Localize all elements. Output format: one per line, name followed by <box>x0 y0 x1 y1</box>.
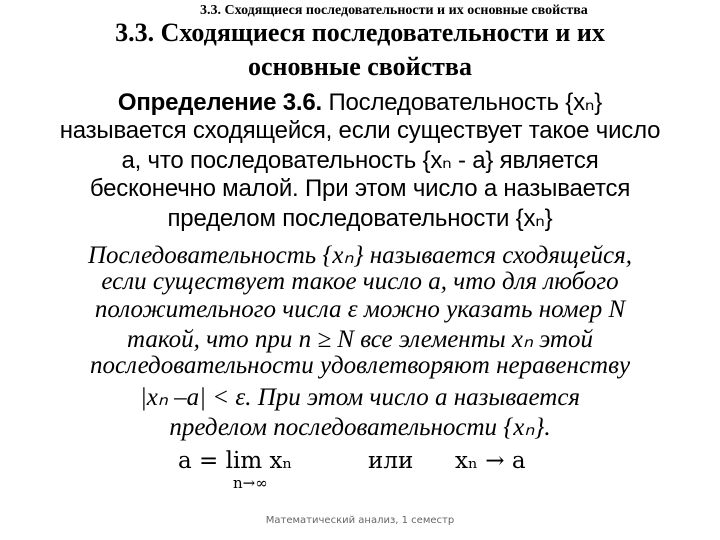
italic-definition-line-1: Последовательность {xₙ} называется сходящейся, <box>87 242 633 269</box>
definition-line-2: называется сходящейся, если существует такое число <box>59 117 661 144</box>
slide-title-line-1: 3.3. Сходящиеся последовательности и их <box>115 18 605 47</box>
slide-title-line-2: основные свойства <box>248 52 472 81</box>
italic-definition-line-3: положительного числа ε можно указать номер N <box>94 296 626 323</box>
definition-label: Определение 3.6. <box>117 89 323 116</box>
italic-definition-line-6: |xₙ –a| < ε. При этом число a называется <box>139 384 581 411</box>
definition-line-4: бесконечно малой. При этом число a называется <box>89 175 631 202</box>
definition-line-3: a, что последовательность {xₙ - a} является <box>121 147 599 174</box>
formula-lim-subscript: n→∞ <box>233 474 268 492</box>
italic-definition-line-2: если существует такое число a, что для любого <box>101 268 619 295</box>
italic-definition-line-4: такой, что при n ≥ N все элементы xₙ этой <box>126 326 593 353</box>
definition-line-1-text: Последовательность {xₙ} <box>322 89 603 116</box>
definition-line-1 <box>0 88 720 117</box>
formula-lhs: a = lim xₙ <box>178 448 293 474</box>
definition-line-5: пределом последовательности {xₙ} <box>167 205 553 232</box>
running-header: 3.3. Сходящиеся последовательности и их основные свойства <box>200 3 588 18</box>
italic-definition-line-5: последовательности удовлетворяют неравенству <box>89 352 631 379</box>
formula-connector: или <box>368 448 414 474</box>
italic-definition-line-7: пределом последовательности {xₙ}. <box>169 414 551 441</box>
formula-rhs: xₙ → a <box>455 448 526 474</box>
footer: Математический анализ, 1 семестр <box>265 515 455 526</box>
